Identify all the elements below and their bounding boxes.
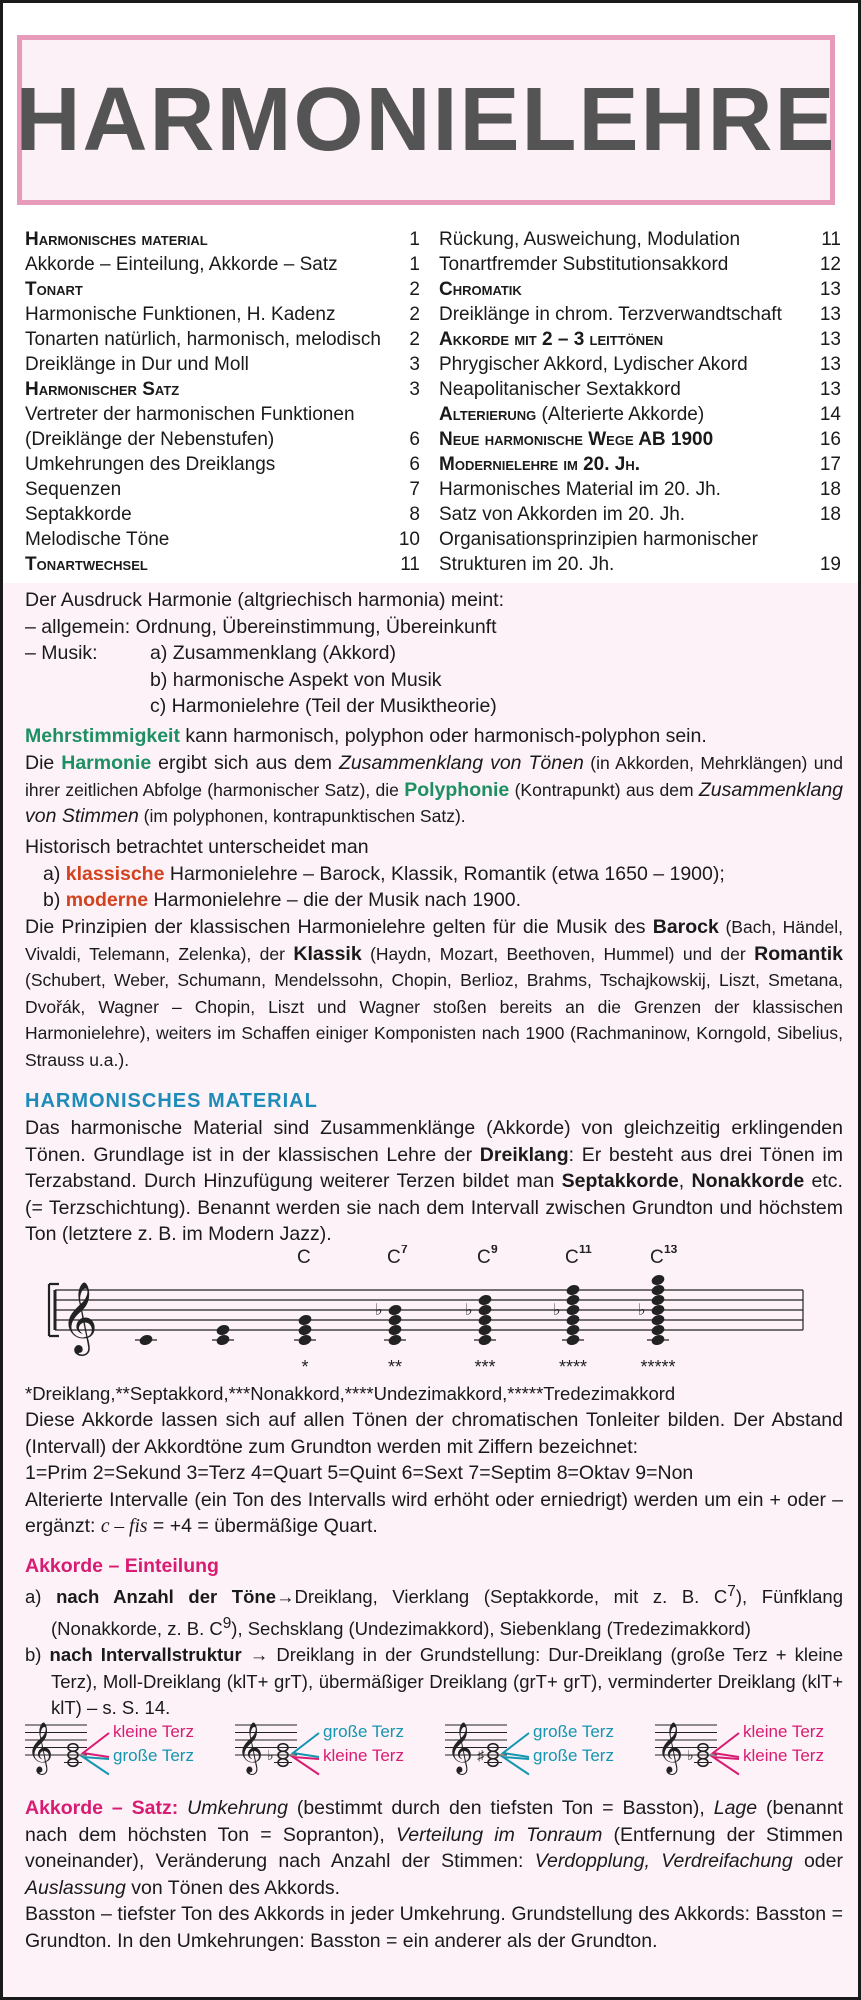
interval-label-top: kleine Terz (113, 1722, 194, 1741)
chord-stars: * (301, 1357, 309, 1377)
text: a) (43, 862, 66, 885)
keyword: Barock (652, 916, 719, 938)
note-head (565, 1323, 580, 1336)
text: b) (25, 1644, 50, 1666)
toc-page-number: 12 (819, 254, 841, 275)
toc-label: Tonart (25, 279, 83, 300)
toc-label: Akkorde mit 2 – 3 leittönen (439, 329, 664, 350)
note-head (565, 1293, 580, 1306)
toc-page-number: 13 (819, 379, 841, 400)
toc-entry[interactable] (439, 327, 841, 352)
intro-line: – allgemein: Ordnung, Übereinstimmung, Übereinkunft (25, 615, 497, 638)
toc-entry[interactable] (439, 452, 841, 477)
chord-staff (43, 1245, 843, 1385)
akkorde-paragraph (25, 1407, 843, 1541)
note-head (477, 1293, 492, 1306)
section-heading: Akkorde – Einteilung (25, 1555, 219, 1577)
emphasis: Lage (713, 1797, 758, 1819)
text: a) (25, 1586, 57, 1608)
toc-entry[interactable] (439, 252, 841, 277)
text: (Schubert, Weber, Schumann, Mendelssohn, Chopin, Berlioz, Brahms, Tschajkowskij, Liszt, Smetana, Dvořák, Wagner – Chopin, Liszt und Wagner stoßen bereits an die Grenzen der klassischen Harmonielehre), weiters im Schaffen einiger Komponisten nach 1900 (Rachmaninow, Korngold, Sibelius, Strauss u.a.). (25, 970, 843, 1070)
chord-legend: *Dreiklang,**Septakkord,***Nonakkord,****Undezimakkord,*****Tredezimakkord (25, 1383, 676, 1404)
keyword: Mehrstimmigkeit (25, 725, 180, 747)
text: Harmonielehre – Barock, Klassik, Romantik (etwa 1650 – 1900); (164, 862, 725, 885)
list-item (25, 861, 843, 888)
list-item (25, 1642, 843, 1722)
text: von Tönen des Akkords. (125, 1876, 341, 1899)
satz-paragraph (25, 1795, 843, 1901)
interval-label-bottom: kleine Terz (323, 1746, 404, 1765)
text: = +4 = übermäßige Quart. (147, 1515, 378, 1537)
keyword: klassische (65, 862, 165, 885)
flat-icon: ♭ (638, 1302, 646, 1319)
emphasis: Verdopplung, Verdreifachung (534, 1850, 793, 1872)
toc-page-number: 13 (819, 304, 841, 325)
toc-entry[interactable] (439, 527, 841, 552)
note-head (297, 1333, 312, 1346)
toc-label: Phrygischer Akkord, Lydischer Akord (439, 354, 748, 375)
list-item (25, 887, 843, 914)
toc-entry[interactable] (439, 302, 841, 327)
chord-symbol: C (297, 1247, 311, 1268)
historisch-block (25, 834, 843, 914)
toc-entry[interactable] (25, 427, 420, 452)
staff-lines (49, 1245, 803, 1377)
toc-label: Satz von Akkorden im 20. Jh. (439, 504, 686, 525)
treble-clef-icon: 𝄞 (657, 1723, 684, 1772)
text: b) (43, 889, 66, 911)
toc-label: Sequenzen (25, 479, 122, 500)
text: 1=Prim 2=Sekund 3=Terz 4=Quart 5=Quint 6=Sext 7=Septim 8=Oktav 9=Non (25, 1462, 694, 1484)
note-head (565, 1313, 580, 1326)
chord-stars: **** (558, 1357, 588, 1377)
toc-entry[interactable] (25, 352, 420, 377)
toc-label: Melodische Töne (25, 529, 170, 550)
note-head (650, 1333, 665, 1346)
text: : Er besteht aus drei Tönen im Terzabstand. Durch Hinzufügung weiterer Terzen bildet man (25, 1143, 843, 1192)
toc-entry[interactable] (439, 402, 841, 427)
toc-page-number: 6 (409, 429, 420, 450)
emphasis: c – fis (100, 1516, 148, 1537)
emphasis: Verteilung im Tonraum (396, 1823, 603, 1846)
toc-entry[interactable] (439, 377, 841, 402)
superscript: 7 (727, 1583, 736, 1600)
toc-label: Umkehrungen des Dreiklangs (25, 454, 276, 475)
chord-symbol: C (565, 1247, 579, 1268)
note-head (477, 1333, 492, 1346)
chord-symbol: C (650, 1247, 664, 1268)
einteilung-block (25, 1579, 843, 1722)
toc-page-number: 2 (409, 329, 420, 350)
toc-label: Neapolitanischer Sextakkord (439, 379, 681, 400)
keyword: Harmonie (61, 752, 152, 774)
interval-bracket (83, 1733, 109, 1757)
note-head (215, 1333, 230, 1346)
note-head (650, 1273, 665, 1286)
basston-paragraph: Basston – tiefster Ton des Akkords in jeder Umkehrung. Grundstellung des Akkords: Basston = Grundton. In den Umkehrungen: Basston = ein anderer als der Grundton. (25, 1903, 843, 1952)
note-head (650, 1283, 665, 1296)
toc-entry[interactable] (25, 377, 420, 402)
toc-page-number: 13 (819, 329, 841, 350)
text: ), Fünfklang (Nonakkorde, z. B. C (51, 1586, 844, 1639)
note-head (387, 1313, 402, 1326)
toc-label: Organisationsprinzipien harmonischer (439, 529, 758, 550)
toc-page-number: 3 (409, 354, 420, 375)
einteilung-heading (25, 1553, 843, 1580)
harmonie-paragraph (25, 750, 843, 830)
text: ), Sechsklang (Undezimakkord), Siebenklang (Tredezimakkord) (231, 1617, 751, 1639)
note-head (477, 1323, 492, 1336)
emphasis: Zusammenklang von Stimmen (25, 778, 844, 827)
toc-page-number: 11 (821, 229, 841, 250)
chord-symbol: C (387, 1247, 401, 1268)
toc-page-number: 2 (409, 279, 420, 300)
interval-label-bottom: große Terz (113, 1746, 194, 1765)
chord-stars: ** (387, 1357, 403, 1377)
toc-page-number: 18 (819, 504, 841, 525)
text: Die (25, 752, 62, 774)
note-head (297, 1323, 312, 1336)
keyword: Romantik (754, 942, 843, 965)
toc-entry[interactable] (439, 352, 841, 377)
text: , (678, 1170, 692, 1192)
note-head (650, 1293, 665, 1306)
note-head (138, 1333, 153, 1346)
text: (benannt nach dem höchsten Ton = Sopranton), (25, 1797, 843, 1846)
interval-bracket (713, 1757, 739, 1775)
chord-superscript: 11 (579, 1245, 592, 1256)
toc-entry[interactable] (25, 277, 420, 302)
text: (im polyphonen, kontrapunktischen Satz). (138, 806, 466, 826)
note-head (565, 1303, 580, 1316)
note-head (477, 1313, 492, 1326)
chord-stars: *** (474, 1357, 496, 1377)
treble-clef-icon: 𝄞 (237, 1723, 264, 1772)
text: (Haydn, Mozart, Beethoven, Hummel) und der (361, 943, 755, 964)
toc-entry[interactable] (439, 277, 841, 302)
text: Das harmonische Material sind Zusammenklänge (Akkorde) von gleichzeitig erklingenden Tönen. Grundlage ist in der klassischen Lehre der (25, 1117, 843, 1166)
keyword: Polyphonie (404, 778, 510, 801)
text: Alterierte Intervalle (ein Ton des Intervalls wird erhöht oder erniedrigt) werden um ein + oder – ergänzt: (25, 1488, 843, 1537)
note-head (387, 1323, 402, 1336)
interval-bracket (293, 1757, 319, 1775)
text: (in Akkorden, Mehrklängen) und ihrer zeitlichen Abfolge (harmonischer Satz), die (25, 753, 843, 800)
text: Harmonielehre – die der Musik nach 1900. (148, 889, 521, 911)
flat-icon: ♭ (553, 1302, 561, 1319)
toc-label: Tonartfremder Substitutionsakkord (439, 254, 729, 275)
toc-label: Tonarten natürlich, harmonisch, melodisch (25, 329, 381, 350)
note-head (387, 1303, 402, 1316)
toc-label: Neue harmonische Wege AB 1900 (439, 429, 714, 450)
toc-entry[interactable] (25, 327, 420, 352)
interval-bracket (293, 1733, 319, 1757)
intro-item: c) Harmonielehre (Teil der Musiktheorie) (150, 695, 497, 717)
toc-page-number: 7 (409, 479, 420, 500)
mehrstimmigkeit-paragraph (25, 723, 843, 750)
note-head (565, 1333, 580, 1346)
text: (bestimmt durch den tiefsten Ton = Basston), (287, 1797, 714, 1819)
intro-line (25, 640, 843, 667)
toc-page-number (821, 527, 841, 552)
toc-right-column (439, 227, 841, 577)
toc-label: Harmonische Funktionen, H. Kadenz (25, 304, 336, 325)
toc-page-number: 6 (409, 454, 420, 475)
toc-label-tail: (Alterierte Akkorde) (536, 404, 705, 425)
flat-icon: ♭ (465, 1302, 473, 1319)
chord-symbol: C (477, 1247, 491, 1268)
toc-label: Harmonisches Material im 20. Jh. (439, 479, 721, 500)
flat-icon: ♭ (375, 1302, 383, 1319)
note-head (650, 1323, 665, 1336)
chord-stars: ***** (640, 1357, 676, 1377)
toc-entry[interactable] (25, 502, 420, 527)
text: Historisch betrachtet unterscheidet man (25, 836, 369, 858)
toc-label: Akkorde – Einteilung, Akkorde – Satz (25, 254, 338, 275)
text: (Bach, Händel, Vivaldi, Telemann, Zelenka), der (25, 917, 843, 964)
text: ergibt sich aus dem (151, 752, 339, 774)
toc-label: Harmonischer Satz (25, 379, 180, 400)
note-head (650, 1313, 665, 1326)
toc-entry[interactable] (439, 502, 841, 527)
toc-label: Dreiklänge in Dur und Moll (25, 354, 249, 375)
interval-bracket (83, 1757, 109, 1775)
treble-clef-icon: 𝄞 (61, 1283, 98, 1352)
toc-label: Septakkorde (25, 504, 132, 525)
toc-label: Modernielehre im 20. Jh. (439, 454, 641, 475)
toc-entry[interactable] (439, 227, 841, 252)
toc-entry[interactable] (25, 402, 420, 427)
keyword: nach Anzahl der Töne (56, 1586, 276, 1608)
intro-item: a) Zusammenklang (Akkord) (150, 642, 396, 664)
toc-page-number: 11 (400, 554, 420, 575)
emphasis: Auslassung (25, 1876, 126, 1899)
toc-label: Rückung, Ausweichung, Modulation (439, 229, 741, 250)
toc-label: Alterierung (Alterierte Akkorde) (439, 404, 705, 425)
toc-entry[interactable] (439, 552, 841, 577)
section-heading-material (25, 1088, 843, 1115)
emphasis: Zusammenklang von Tönen (338, 752, 584, 774)
text: (Entfernung der Stimmen voneinander), Veränderung nach Anzahl der Stimmen: (25, 1823, 843, 1872)
text: (Kontrapunkt) aus dem (509, 779, 699, 800)
toc-page-number: 13 (819, 279, 841, 300)
toc-label: Harmonisches material (25, 229, 208, 250)
title-box (17, 35, 835, 205)
section-heading: Akkorde – Satz: (25, 1797, 179, 1819)
toc-entry[interactable] (439, 477, 841, 502)
toc-entry[interactable] (25, 527, 420, 552)
interval-group (25, 1722, 824, 1775)
toc-page-number: 10 (398, 529, 420, 550)
note-head (387, 1333, 402, 1346)
toc-page-number: 1 (409, 229, 420, 250)
treble-clef-icon: 𝄞 (27, 1723, 54, 1772)
chord-superscript: 13 (664, 1245, 678, 1256)
text: → Dreiklang in der Grundstellung: Dur-Dreiklang (große Terz + kleine Terz), Moll-Dreiklang (klT+ grT), übermäßiger Dreiklang (grT+ grT), verminderter Dreiklang (klT+ klT) – s. S. 14. (51, 1644, 844, 1719)
intro-item: b) harmonische Aspekt von Musik (150, 668, 442, 691)
note-head (215, 1323, 230, 1336)
toc-page-number: 16 (819, 429, 841, 450)
toc-label: Dreiklänge in chrom. Terzverwandtschaft (439, 304, 782, 325)
toc-page-number: 18 (819, 479, 841, 500)
interval-bracket (713, 1733, 739, 1757)
toc-label: (Dreiklänge der Nebenstufen) (25, 429, 275, 450)
interval-bracket (503, 1733, 529, 1757)
toc-page-number (400, 402, 420, 427)
toc-page-number: 3 (409, 379, 420, 400)
toc-entry[interactable] (25, 227, 420, 252)
interval-label-top: kleine Terz (743, 1722, 824, 1741)
text: kann harmonisch, polyphon oder harmonisch-polyphon sein. (179, 725, 707, 747)
treble-clef-icon: 𝄞 (447, 1723, 474, 1772)
prinzipien-paragraph (25, 914, 843, 1073)
accidental-icon: ♭ (267, 1747, 274, 1763)
toc-entry[interactable] (25, 252, 420, 277)
chord-superscript: 7 (401, 1245, 408, 1256)
text: Die Prinzipien der klassischen Harmonielehre gelten für die Musik des (25, 916, 653, 938)
toc-page-number: 14 (819, 404, 841, 425)
toc-page-number: 2 (409, 304, 420, 325)
note-head (650, 1303, 665, 1316)
toc-page-number: 8 (409, 504, 420, 525)
keyword: Nonakkorde (691, 1170, 805, 1192)
note-head (297, 1313, 312, 1326)
emphasis: Umkehrung (187, 1797, 288, 1819)
toc-left-column (25, 227, 420, 577)
toc-label: Tonartwechsel (25, 554, 148, 575)
toc-entry[interactable] (25, 552, 420, 577)
toc-page-number: 19 (819, 554, 841, 575)
accidental-icon: ♭ (687, 1747, 694, 1763)
text: Diese Akkorde lassen sich auf allen Tönen der chromatischen Tonleiter bilden. Der Abstand (Intervall) der Akkordtöne zum Grundton werden mit Ziffern bezeichnet: (25, 1409, 843, 1458)
toc-entry[interactable] (439, 427, 841, 452)
material-paragraph (25, 1115, 843, 1248)
interval-label-bottom: kleine Terz (743, 1746, 824, 1765)
toc-page-number: 17 (819, 454, 841, 475)
note-head (477, 1303, 492, 1316)
superscript: 9 (222, 1614, 232, 1632)
keyword: moderne (65, 889, 149, 911)
intro-line: Der Ausdruck Harmonie (altgriechisch harmonia) meint: (25, 589, 505, 611)
toc-entry[interactable] (25, 477, 420, 502)
interval-staves (25, 1713, 845, 1793)
interval-label-top: große Terz (533, 1722, 614, 1741)
toc-entry[interactable] (25, 452, 420, 477)
interval-label-bottom: große Terz (533, 1746, 614, 1765)
accidental-icon: ♯ (477, 1747, 484, 1763)
table-of-contents (25, 227, 843, 577)
toc-label: Chromatik (439, 279, 522, 300)
intro-label: – Musik: (25, 642, 98, 664)
intro-block (25, 587, 843, 720)
note-head (565, 1283, 580, 1296)
text: oder (792, 1850, 843, 1872)
toc-entry[interactable] (25, 302, 420, 327)
text: etc. (= Terzschichtung). Benannt werden sie nach dem Intervall zwischen Grundton und höchstem Ton (letztere z. B. im Modern Jazz). (25, 1170, 843, 1245)
list-item (25, 1579, 843, 1642)
chord-superscript: 9 (491, 1245, 498, 1256)
toc-label: Strukturen im 20. Jh. (439, 554, 615, 575)
toc-page-number: 13 (819, 354, 841, 375)
interval-bracket (503, 1757, 529, 1775)
keyword: Septakkorde (561, 1170, 679, 1192)
toc-label: Vertreter der harmonischen Funktionen (25, 404, 355, 425)
interval-label-top: große Terz (323, 1722, 404, 1741)
text: →Dreiklang, Vierklang (Septakkorde, mit z. B. C (276, 1586, 728, 1608)
keyword: nach Intervallstruktur (49, 1644, 242, 1666)
keyword: Klassik (293, 942, 362, 965)
keyword: Dreiklang (479, 1143, 569, 1166)
section-heading: HARMONISCHES MATERIAL (25, 1090, 318, 1112)
page-title: HARMONIELEHRE (15, 69, 837, 170)
toc-page-number: 1 (409, 254, 420, 275)
